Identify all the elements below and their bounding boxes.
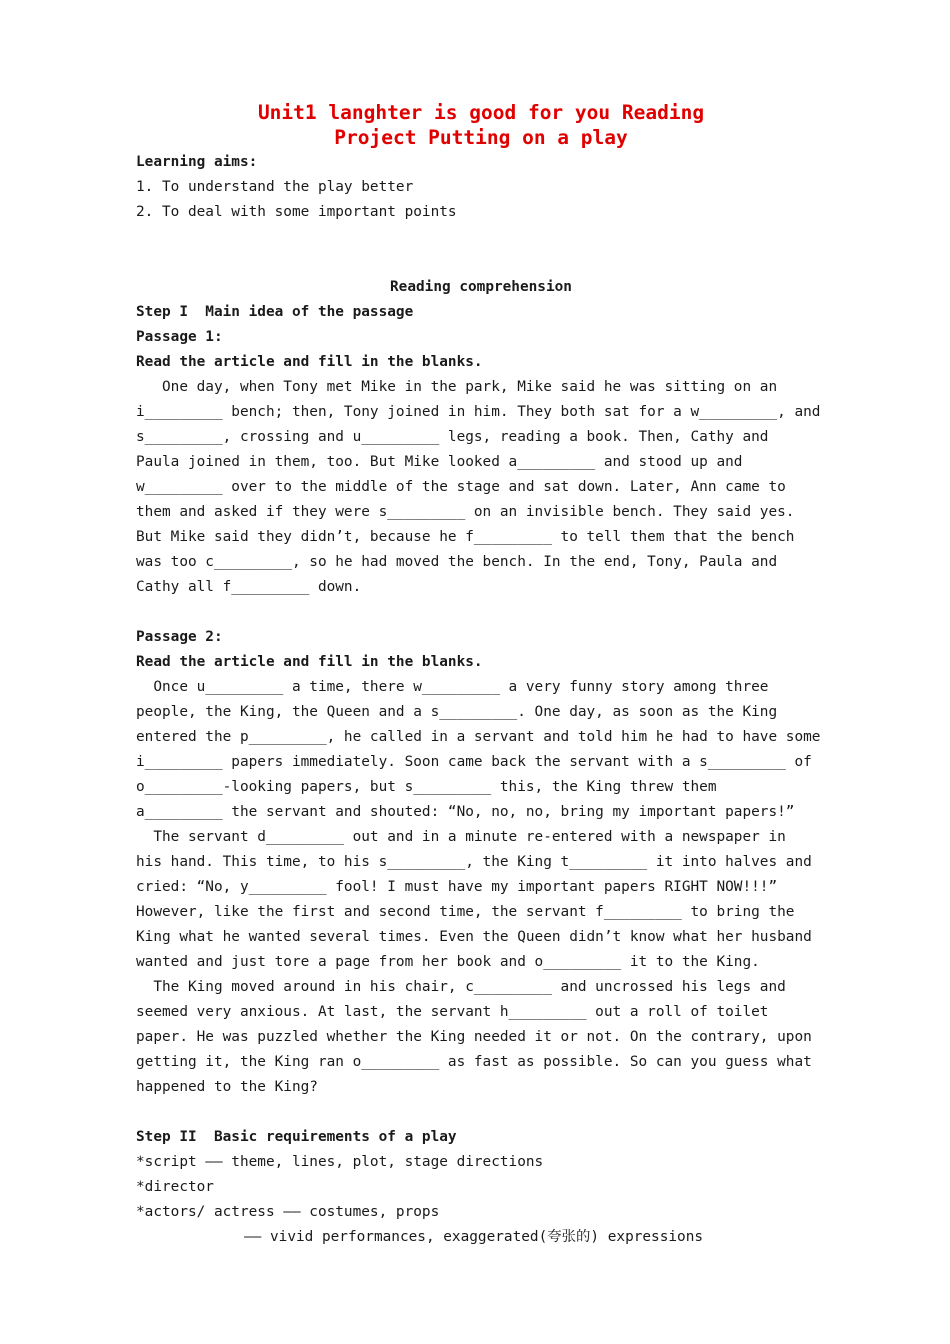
passage-line: Once u_________ a time, there w_________ a very funny story among three [136,679,769,695]
passage-line: o_________-looking papers, but s_________ this, the King threw them [136,779,717,795]
document-title-line-2: Project Putting on a play [334,126,628,149]
document-title-line-1: Unit1 langhter is good for you Reading [257,101,705,124]
learning-aim-item: 2. To deal with some important points [136,204,457,220]
passage-line: King what he wanted several times. Even the Queen didn’t know what her husband [136,929,812,945]
section-heading: Reading comprehension [390,279,572,295]
passage-line: s_________, crossing and u_________ legs, reading a book. Then, Cathy and [136,429,769,445]
passage-2-text [136,675,826,1100]
passage-line: his hand. This time, to his s_________, the King t_________ it into halves and [136,854,812,870]
passage-line: Paula joined in them, too. But Mike looked a_________ and stood up and [136,454,743,470]
passage-heading: Passage 2: [136,629,223,645]
requirement-item: *script —— theme, lines, plot, stage directions [136,1154,544,1170]
spacer [136,225,826,275]
passage-line: happened to the King? [136,1079,318,1095]
passage-line: Cathy all f_________ down. [136,579,362,595]
passage-line: paper. He was puzzled whether the King needed it or not. On the contrary, upon [136,1029,812,1045]
passage-heading: Passage 1: [136,329,223,345]
passage-line: One day, when Tony met Mike in the park, Mike said he was sitting on an [136,379,778,395]
requirement-sub-item: —— vivid performances, exaggerated(夸张的) expressions [244,1229,704,1245]
passage-line: The King moved around in his chair, c_________ and uncrossed his legs and [136,979,786,995]
passage-line: seemed very anxious. At last, the servant h_________ out a roll of toilet [136,1004,769,1020]
requirement-item: *director [136,1179,214,1195]
passage-line: The servant d_________ out and in a minute re-entered with a newspaper in [136,829,786,845]
passage-instruction: Read the article and fill in the blanks. [136,354,483,370]
document-page [136,98,826,1250]
step-heading: Step I Main idea of the passage [136,304,414,320]
passage-line: w_________ over to the middle of the stage and sat down. Later, Ann came to [136,479,786,495]
learning-aims-heading: Learning aims: [136,154,258,170]
passage-line: people, the King, the Queen and a s_________. One day, as soon as the King [136,704,778,720]
passage-line: But Mike said they didn’t, because he f_________ to tell them that the bench [136,529,795,545]
passage-line: However, like the first and second time, the servant f_________ to bring the [136,904,795,920]
requirement-item: *actors/ actress —— costumes, props [136,1204,440,1220]
step-heading: Step II Basic requirements of a play [136,1129,457,1145]
passage-line: them and asked if they were s_________ on an invisible bench. They said yes. [136,504,795,520]
passage-instruction: Read the article and fill in the blanks. [136,654,483,670]
learning-aim-item: 1. To understand the play better [136,179,414,195]
passage-line: cried: “No, y_________ fool! I must have my important papers RIGHT NOW!!!” [136,879,778,895]
spacer [136,600,826,625]
passage-line: getting it, the King ran o_________ as fast as possible. So can you guess what [136,1054,812,1070]
passage-line: i_________ papers immediately. Soon came back the servant with a s_________ of [136,754,812,770]
spacer [136,1100,826,1125]
passage-line: i_________ bench; then, Tony joined in him. They both sat for a w_________, and [136,404,821,420]
passage-line: a_________ the servant and shouted: “No, no, no, bring my important papers!” [136,804,795,820]
passage-line: entered the p_________, he called in a servant and told him he had to have some [136,729,821,745]
passage-1-text [136,375,826,600]
passage-line: was too c_________, so he had moved the bench. In the end, Tony, Paula and [136,554,778,570]
passage-line: wanted and just tore a page from her book and o_________ it to the King. [136,954,760,970]
